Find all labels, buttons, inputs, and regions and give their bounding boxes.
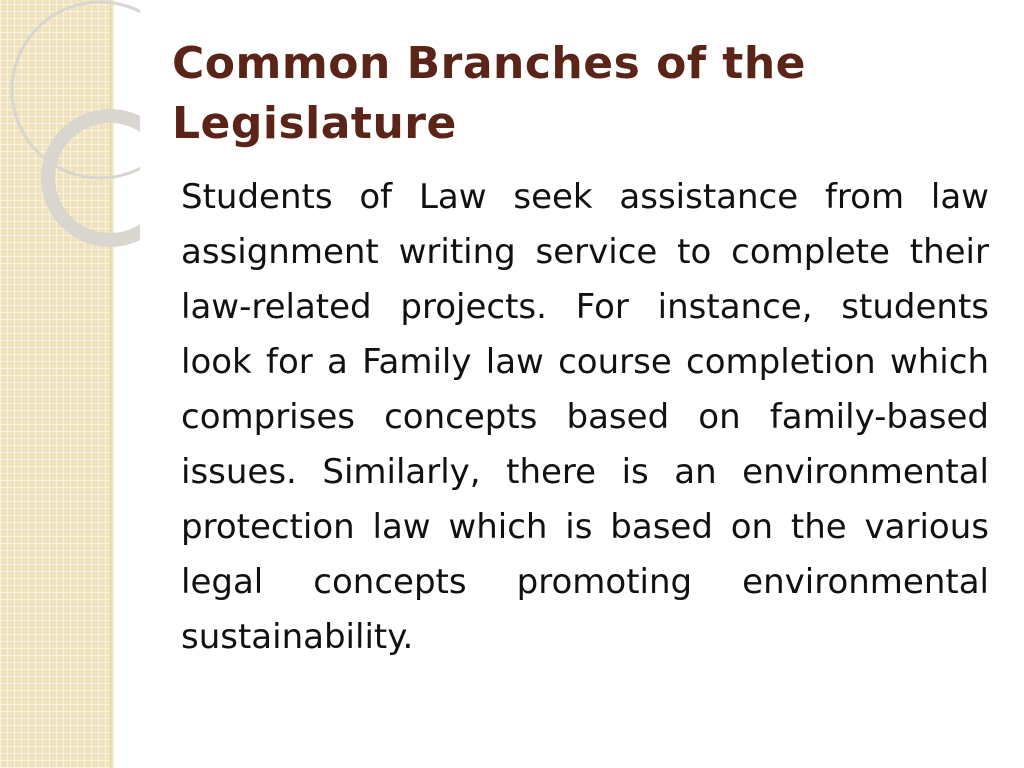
decorative-rings-icon bbox=[0, 0, 140, 260]
ring-large bbox=[12, 2, 140, 178]
slide-title: Common Branches of the Legislature bbox=[172, 38, 806, 149]
slide-body-paragraph: Students of Law seek assistance from law assignment writing service to complete their law-related projects. For instance, students look for a Family law course completion which comprises concepts based on family-based issues. Similarly, there is an environmental protection law which is based on the various legal concepts promoting environmental sustainability. bbox=[181, 177, 989, 657]
